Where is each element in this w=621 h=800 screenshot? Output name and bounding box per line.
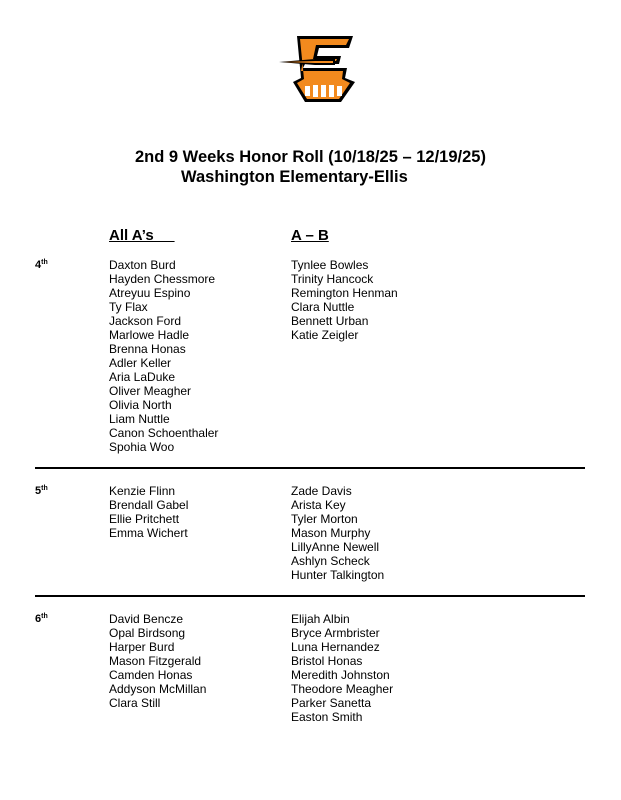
a-b-list (291, 484, 384, 582)
student-name: Camden Honas (109, 668, 193, 682)
student-name: Arista Key (291, 498, 346, 512)
school-logo (275, 30, 375, 106)
student-name: Mason Fitzgerald (109, 654, 202, 668)
student-name: Luna Hernandez (291, 640, 380, 654)
page-title: 2nd 9 Weeks Honor Roll (10/18/25 – 12/19/25) (135, 148, 486, 166)
student-name: Bristol Honas (291, 654, 363, 668)
column-header-all-as: All A’s (109, 227, 175, 244)
student-name: David Bencze (109, 612, 184, 626)
student-name: Aria LaDuke (109, 370, 176, 384)
grade-label (35, 612, 48, 626)
student-name: Ellie Pritchett (109, 512, 180, 526)
grade-suffix: th (41, 485, 48, 492)
a-b-list (291, 258, 398, 342)
student-name: Meredith Johnston (291, 668, 390, 682)
student-name: Zade Davis (291, 484, 352, 498)
grade-label (35, 484, 48, 498)
student-name: Katie Zeigler (291, 328, 359, 342)
section-divider (35, 467, 585, 469)
student-name: Tynlee Bowles (291, 258, 369, 272)
student-name: Marlowe Hadle (109, 328, 190, 342)
all-as-list (109, 612, 206, 710)
student-name: Liam Nuttle (109, 412, 170, 426)
column-header-a-b: A – B (291, 227, 329, 244)
a-b-list (291, 612, 393, 724)
all-as-list (109, 484, 188, 540)
student-name: Bryce Armbrister (291, 626, 380, 640)
student-name: Hunter Talkington (291, 568, 385, 582)
student-name: Daxton Burd (109, 258, 176, 272)
section-divider (35, 595, 585, 597)
student-name: Atreyuu Espino (109, 286, 191, 300)
grade-number: 5 (35, 485, 42, 497)
student-name: Remington Henman (291, 286, 398, 300)
student-name: Hayden Chessmore (109, 272, 216, 286)
student-name: LillyAnne Newell (291, 540, 380, 554)
student-name: Spohia Woo (109, 440, 175, 454)
student-name: Brenna Honas (109, 342, 186, 356)
student-name: Ashlyn Scheck (291, 554, 370, 568)
student-name: Oliver Meagher (109, 384, 192, 398)
grade-suffix: th (41, 259, 48, 266)
grade-number: 4 (35, 259, 42, 271)
student-name: Bennett Urban (291, 314, 369, 328)
student-name: Adler Keller (109, 356, 172, 370)
student-name: Canon Schoenthaler (109, 426, 219, 440)
student-name: Olivia North (109, 398, 172, 412)
grade-label (35, 258, 48, 272)
student-name: Mason Murphy (291, 526, 371, 540)
student-name: Opal Birdsong (109, 626, 186, 640)
grade-suffix: th (41, 613, 48, 620)
student-name: Elijah Albin (291, 612, 350, 626)
all-as-list (109, 258, 218, 454)
student-name: Kenzie Flinn (109, 484, 176, 498)
student-name: Emma Wichert (109, 526, 188, 540)
student-name: Ty Flax (109, 300, 148, 314)
school-name: Washington Elementary-Ellis (181, 168, 408, 186)
student-name: Addyson McMillan (109, 682, 207, 696)
student-name: Clara Nuttle (291, 300, 355, 314)
student-name: Parker Sanetta (291, 696, 372, 710)
student-name: Brendall Gabel (109, 498, 189, 512)
student-name: Trinity Hancock (291, 272, 374, 286)
student-name: Easton Smith (291, 710, 363, 724)
student-name: Clara Still (109, 696, 161, 710)
student-name: Tyler Morton (291, 512, 358, 526)
student-name: Theodore Meagher (291, 682, 394, 696)
student-name: Jackson Ford (109, 314, 182, 328)
grade-number: 6 (35, 613, 42, 625)
student-name: Harper Burd (109, 640, 175, 654)
